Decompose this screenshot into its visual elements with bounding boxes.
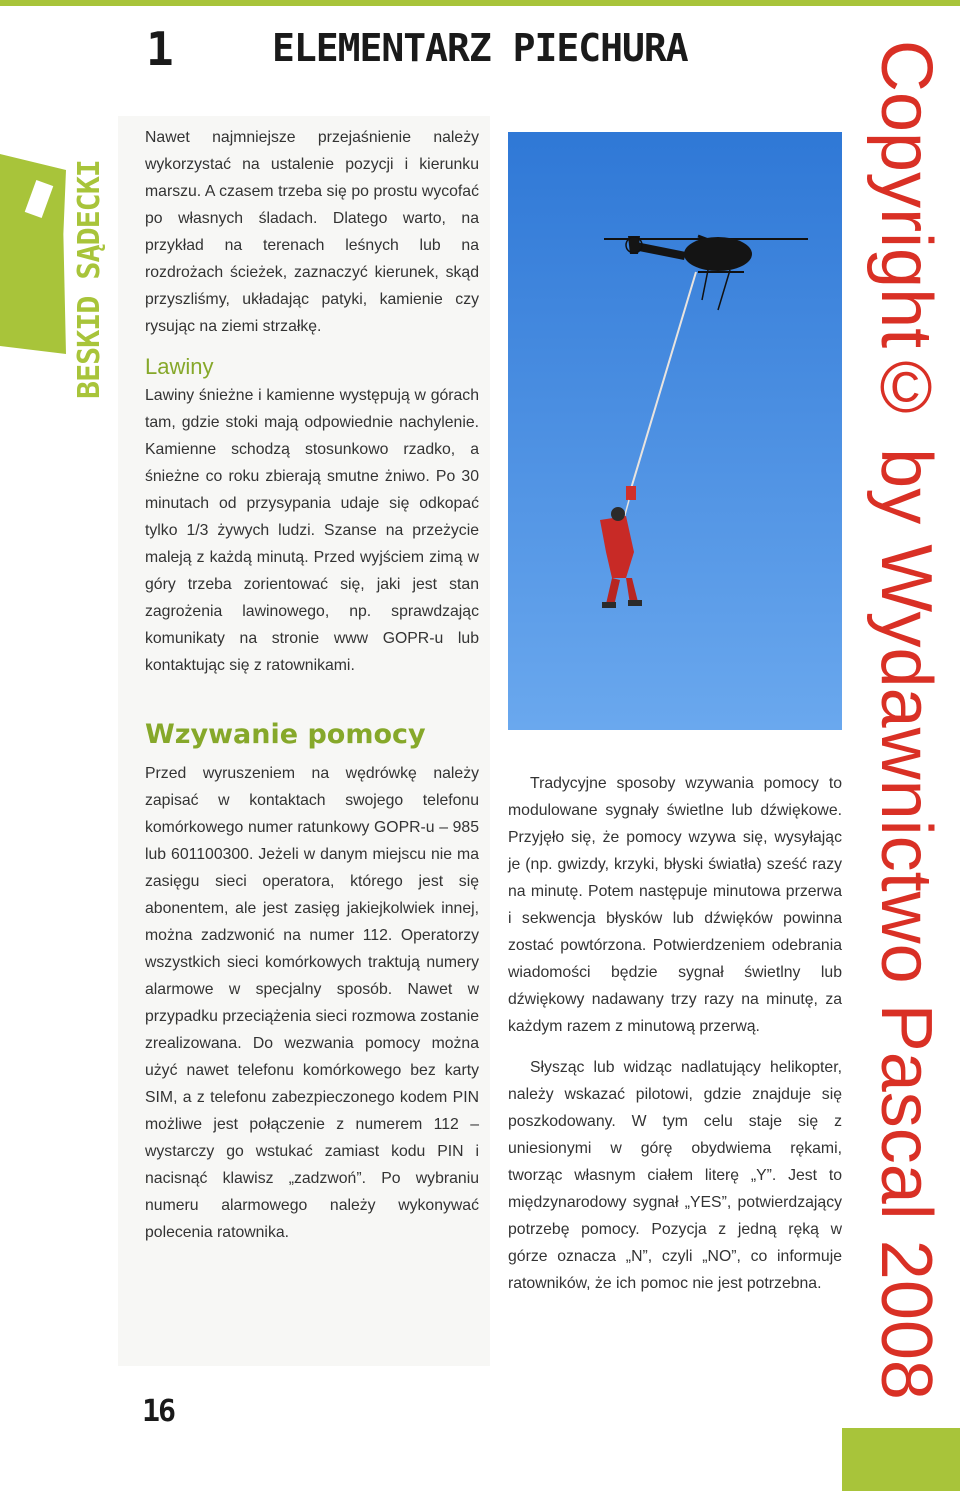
flag-icon xyxy=(0,154,66,354)
wzywanie-paragraph: Przed wyruszeniem na wędrówkę należy zapisać w kontaktach swojego telefonu komórkowego numer ratunkowy GOPR-u – 985 lub 601100300. Jeżeli w danym miejscu nie ma zasięgu sieci operatora, którego jest się abonentem, ale jest zasięg jakiejkolwiek innej, można zadzwonić na numer 112. Operatorzy wszystkich sieci komórkowych traktują numery alarmowe w specjalny sposób. Nawet w przypadku przeciążenia sieci rozmowa zostanie zrealizowana. Do wezwania pomocy można użyć nawet telefonu komórkowego bez karty SIM, a z telefonu zabezpieczonego kodem PIN możliwe jest połączenie z numerem 112 – wystarczy go wstukać zamiast kodu PIN i nacisnąć klawisz „zadzwoń”. Po wybraniu numeru alarmowego należy wykonywać polecenia ratownika. xyxy=(145,765,479,1241)
page-number: 16 xyxy=(142,1394,175,1429)
corner-accent-block xyxy=(842,1428,960,1491)
right-column xyxy=(508,770,842,1311)
chapter-number: 1 xyxy=(146,22,172,76)
side-label: BESKID SĄDECKI xyxy=(72,160,107,400)
top-accent-bar xyxy=(0,0,960,6)
left-column xyxy=(145,124,479,1260)
chapter-title: ELEMENTARZ PIECHURA xyxy=(272,26,688,70)
helicopter-paragraph: Słysząc lub widząc nadlatujący helikopter, należy wskazać pilotowi, gdzie znajduje się poszkodowany. W tym celu staje się z uniesionymi w górę obydwiema rękami, tworząc własnym ciałem literę „Y”. Jest to międzynarodowy sygnał „YES”, potwierdzający potrzebę pomocy. Pozycja z jedną ręką w górze oznacza „N”, czyli „NO”, co informuje ratowników, że ich pomoc nie jest potrzebna. xyxy=(508,1059,842,1292)
side-logo xyxy=(0,130,112,410)
lawiny-heading: Lawiny xyxy=(145,354,214,379)
helicopter-rescue-photo xyxy=(508,132,842,730)
lawiny-paragraph: Lawiny śnieżne i kamienne występują w górach tam, gdzie stoki mają odpowiednie nachylenie. Kamienne schodzą stosunkowo rzadko, a śnieżne co roku zbierają smutne żniwo. Po 30 minutach od przysypania udaje się odkopać tylko 1/3 żywych ludzi. Szanse na przeżycie maleją z każdą minutą. Przed wyjściem zimą w góry trzeba zorientować się, jaki jest stan zagrożenia lawinowego, np. sprawdzając komunikaty na stronie www GOPR-u lub kontaktując się z ratownikami. xyxy=(145,387,479,674)
wzywanie-heading: Wzywanie pomocy xyxy=(145,719,426,750)
intro-paragraph: Nawet najmniejsze przejaśnienie należy wykorzystać na ustalenie pozycji i kierunku marszu. A czasem trzeba się po prostu wycofać po własnych śladach. Dlatego warto, na przykład na terenach leśnych lub na rozdrożach ścieżek, zaznaczyć kierunek, skąd przyszliśmy, układając patyki, kamienie czy rysując na ziemi strzałkę. xyxy=(145,129,479,335)
signals-paragraph: Tradycyjne sposoby wzywania pomocy to modulowane sygnały świetlne lub dźwiękowe. Przyjęło się, że pomocy wzywa się, wysyłając je (np. gwizdy, krzyki, błyski światła) sześć razy na minutę. Potem następuje minutowa przerwa i sekwencja błysków lub dźwięków powinna zostać powtórzona. Potwierdzeniem odebrania wiadomości będzie sygnał świetlny lub dźwiękowy nadawany trzy razy na minutę, za każdym razem z minutową przerwą. xyxy=(508,775,842,1035)
copyright-watermark: Copyright© by Wydawnictwo Pascal 2008 xyxy=(866,40,946,1400)
